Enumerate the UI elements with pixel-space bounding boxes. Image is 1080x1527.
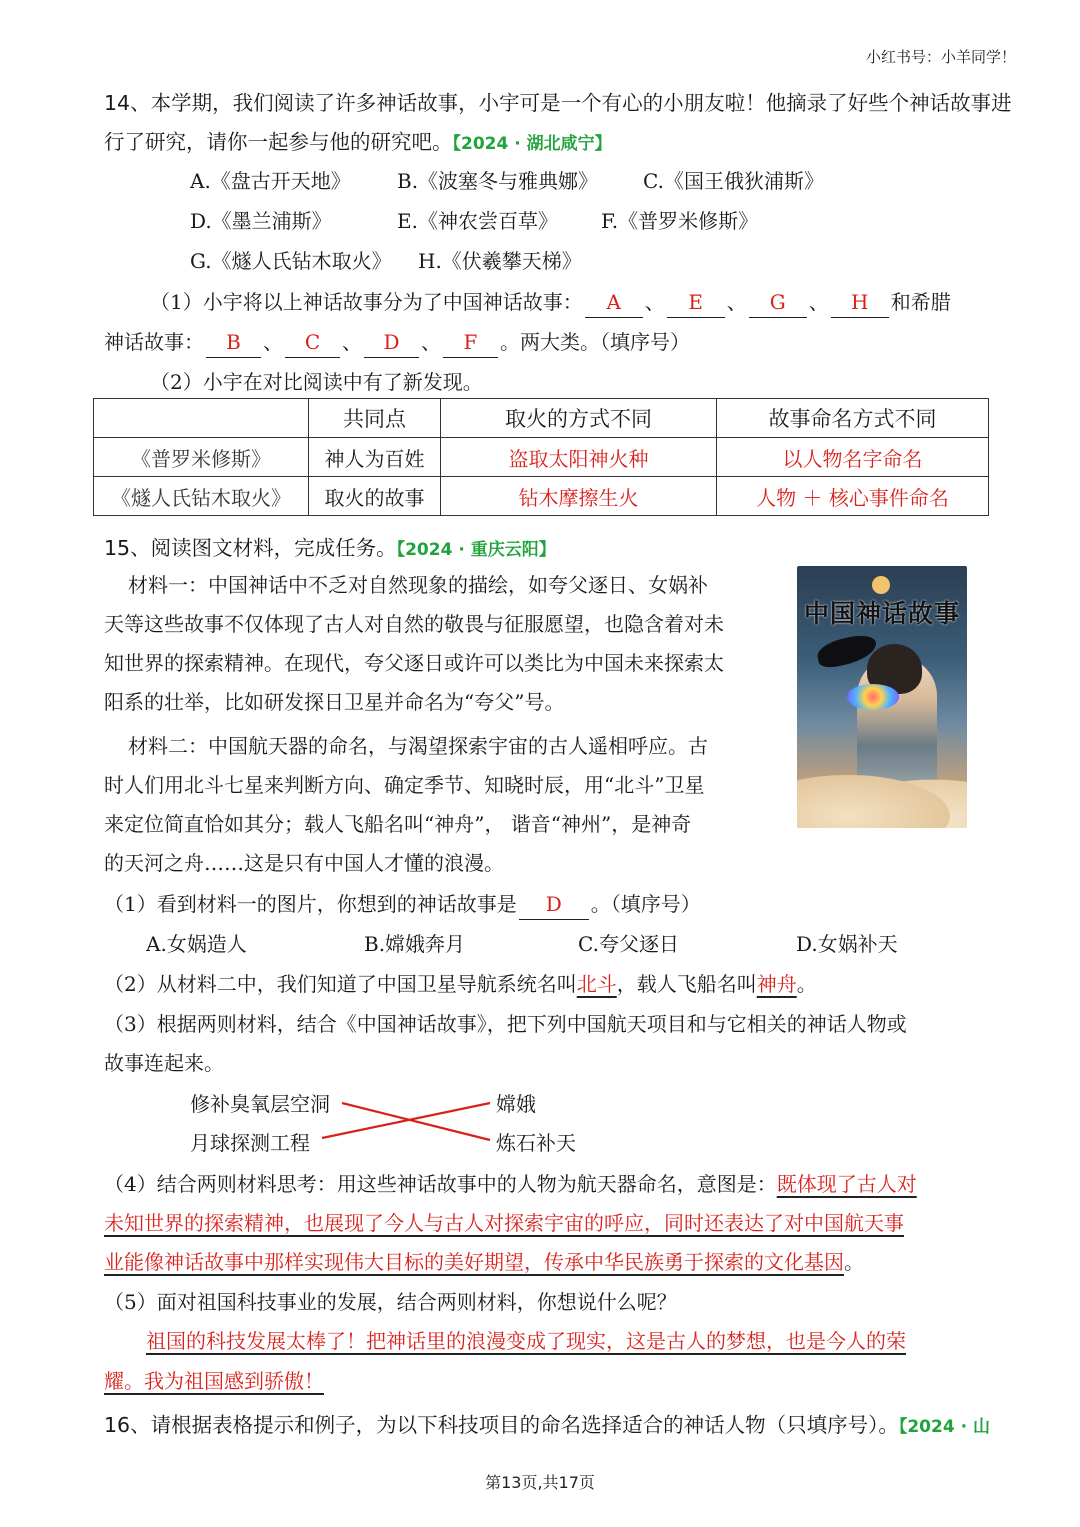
q14-option-G: G.《燧人氏钻木取火》: [190, 249, 392, 273]
separator: 、: [644, 290, 665, 314]
q16-source-tag: 【2024 · 山: [898, 1417, 990, 1437]
answer-blank: E: [667, 287, 725, 318]
q15-sub3-line2: 故事连起来。: [104, 1051, 224, 1075]
table-cell-common: 取火的故事: [309, 477, 441, 516]
q16-text: 16、请根据表格提示和例子，为以下科技项目的命名选择适合的神话人物（只填序号）。: [104, 1413, 899, 1437]
q15-sub1-option: B.嫦娥奔月: [364, 932, 466, 956]
q14-part2: （2）小宇在对比阅读中有了新发现。: [150, 370, 483, 394]
q15-m1-line: 知世界的探索精神。在现代，夸父逐日或许可以类比为中国未来探索太: [104, 651, 724, 675]
q15-sub4-answer: 未知世界的探索精神，也展现了今人与古人对探索宇宙的呼应，同时还表达了对中国航天事: [104, 1211, 904, 1235]
q15-m2-line: 来定位简直恰如其分；载人飞船名叫“神舟”， 谐音“神州”，是神奇: [104, 812, 692, 836]
q15-sub4-end: 。: [844, 1250, 864, 1274]
q15-sub1-suffix: 。（填序号）: [590, 892, 701, 916]
answer-blank: D: [519, 889, 589, 920]
answer-blank: G: [749, 287, 807, 318]
q15-sub1-option: A.女娲造人: [146, 932, 247, 956]
table-cell-name: 《燧人氏钻木取火》: [94, 477, 309, 516]
watermark: 小红书号：小羊同学！: [866, 48, 1017, 66]
separator: 、: [726, 290, 747, 314]
table-header: 故事命名方式不同: [717, 399, 989, 438]
q14-option-B: B.《波塞冬与雅典娜》: [397, 169, 599, 193]
q15-m1-line: 天等这些故事不仅体现了古人对自然的敬畏与征服愿望，也隐含着对未: [104, 612, 724, 636]
q15-m2-line: 时人们用北斗七星来判断方向、确定季节、知晓时辰，用“北斗”卫星: [104, 773, 705, 797]
answer-blank: H: [831, 287, 889, 318]
separator: 、: [808, 290, 829, 314]
q15-sub2-prefix: （2）从材料二中，我们知道了中国卫星导航系统名叫: [104, 972, 577, 996]
q15-sub1-option: D.女娲补天: [796, 932, 898, 956]
q15-m2-line: 的天河之舟……这是只有中国人才懂的浪漫。: [104, 851, 504, 875]
separator: 、: [421, 330, 441, 354]
q15-sub2-suffix: 。: [796, 972, 817, 996]
table-cell-naming: 人物 ＋ 核心事件命名: [717, 477, 989, 516]
q14-option-H: H.《伏羲攀天梯》: [418, 249, 582, 273]
q15-sub1-option: C.夸父逐日: [578, 932, 679, 956]
q14-option-A: A.《盘古开天地》: [190, 169, 351, 193]
q15-sub4-line1: [104, 1169, 917, 1199]
q15-m2-line: 材料二：中国航天器的命名，与渴望探索宇宙的古人遥相呼应。古: [128, 734, 708, 758]
q15-sub4-answer: 既体现了古人对: [776, 1172, 917, 1196]
answer-beidou: 北斗: [576, 972, 617, 996]
q15-m1-line: 材料一：中国神话中不乏对自然现象的描绘，如夸父逐日、女娲补: [128, 573, 708, 597]
q14-option-F: F.《普罗米修斯》: [601, 209, 759, 233]
q15-sub4-line3: [104, 1247, 864, 1277]
table-cell-naming: 以人物名字命名: [717, 438, 989, 477]
q15-title-text: 15、阅读图文材料，完成任务。: [104, 536, 397, 560]
answer-blank: F: [443, 327, 498, 358]
q14-part1-prefix: （1）小宇将以上神话故事分为了中国神话故事：: [150, 290, 583, 314]
q14-part1-line2-prefix: 神话故事：: [104, 330, 204, 354]
separator: 、: [342, 330, 362, 354]
match-left-item: 修补臭氧层空洞: [190, 1092, 330, 1116]
q15-sub5-answer: 耀。我为祖国感到骄傲！: [104, 1369, 324, 1393]
separator: 、: [263, 330, 283, 354]
table-header: 共同点: [309, 399, 441, 438]
table-cell-method: 盗取太阳神火种: [441, 438, 717, 477]
q16-line: [104, 1410, 990, 1442]
q14-line1: 14、本学期，我们阅读了许多神话故事，小宇可是一个有心的小朋友啦！他摘录了好些个神话故事进: [104, 91, 1012, 115]
page-number: 第13页,共17页: [485, 1473, 595, 1492]
q14-option-D: D.《墨兰浦斯》: [190, 209, 332, 233]
q14-option-C: C.《国王俄狄浦斯》: [643, 169, 824, 193]
q15-m1-line: 阳系的壮举，比如研发探日卫星并命名为“夸父”号。: [104, 690, 565, 714]
q15-sub5: （5）面对祖国科技事业的发展，结合两则材料，你想说什么呢？: [104, 1290, 677, 1314]
match-right-item: 嫦娥: [496, 1092, 536, 1116]
q15-sub4-answer: 业能像神话故事中那样实现伟大目标的美好期望，传承中华民族勇于探索的文化基因: [104, 1250, 844, 1274]
answer-blank: B: [206, 327, 261, 358]
q15-sub3-line1: （3）根据两则材料，结合《中国神话故事》，把下列中国航天项目和与它相关的神话人物或: [104, 1012, 907, 1036]
q14-source-tag: 【2024 · 湖北咸宁】: [452, 134, 612, 154]
match-left-item: 月球探测工程: [190, 1131, 310, 1155]
table-cell-common: 神人为百姓: [309, 438, 441, 477]
table-cell-method: 钻木摩擦生火: [441, 477, 717, 516]
book-cover-title: 中国神话故事: [803, 599, 960, 628]
answer-blank: C: [285, 327, 340, 358]
q14-part1-suffix: 。两大类。（填序号）: [500, 330, 690, 354]
q14-part1-mid: 和希腊: [890, 290, 951, 314]
q15-sub1-prefix: （1）看到材料一的图片，你想到的神话故事是: [104, 892, 517, 916]
match-right-item: 炼石补天: [496, 1131, 576, 1155]
q15-sub2-mid: ，载人飞船名叫: [616, 972, 757, 996]
q14-line2-text: 行了研究，请你一起参与他的研究吧。: [104, 130, 453, 154]
answer-blank: A: [585, 287, 643, 318]
answer-blank: D: [364, 327, 419, 358]
table-header: 取火的方式不同: [441, 399, 717, 438]
q15-source-tag: 【2024 · 重庆云阳】: [396, 540, 556, 560]
q14-option-E: E.《神农尝百草》: [397, 209, 558, 233]
q15-sub4-prefix: （4）结合两则材料思考：用这些神话故事中的人物为航天器命名，意图是：: [104, 1172, 777, 1196]
q15-sub5-answer: 祖国的科技发展太棒了！把神话里的浪漫变成了现实，这是古人的梦想，也是今人的荣: [146, 1329, 906, 1353]
table-cell-name: 《普罗米修斯》: [94, 438, 309, 477]
answer-shenzhou: 神舟: [756, 972, 797, 996]
